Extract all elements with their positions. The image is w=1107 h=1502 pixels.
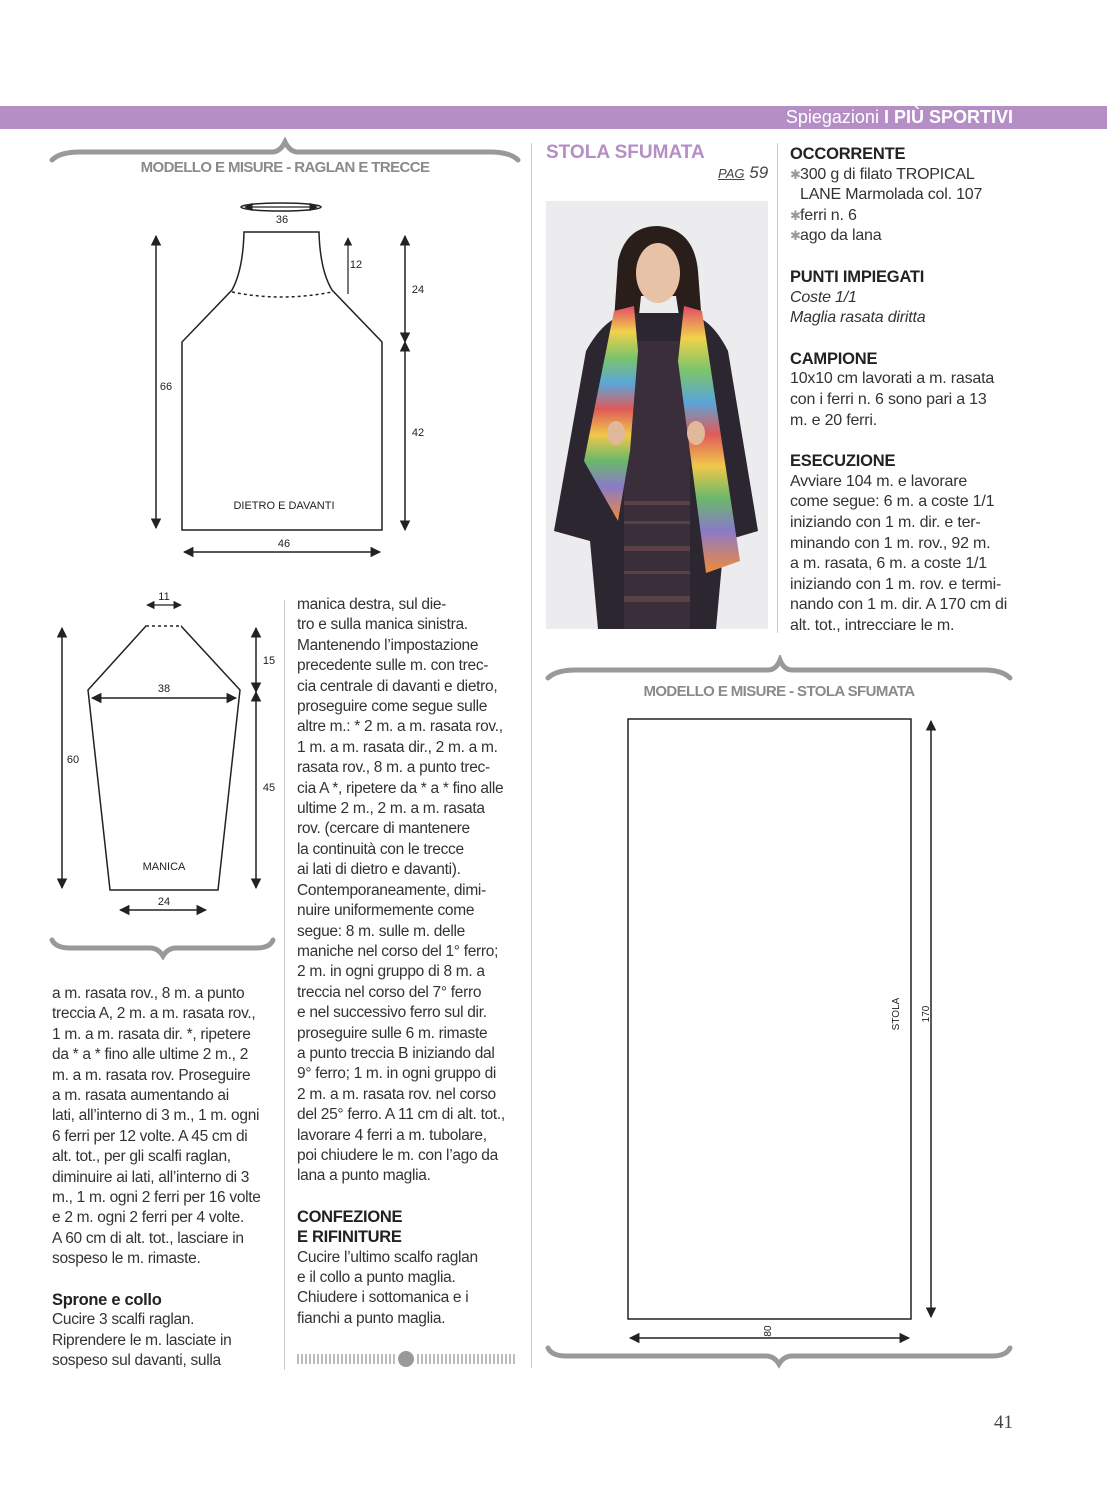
list-item: ✱300 g di filato TROPICAL bbox=[790, 165, 1020, 186]
text-line: proseguire come segue sulle bbox=[297, 698, 488, 716]
text-line: lati, all’interno di 3 m., 1 m. ogni bbox=[52, 1107, 260, 1125]
label-sleeve-bottom: 24 bbox=[157, 896, 171, 908]
text-line: rov. (cercare di mantenere bbox=[297, 820, 470, 838]
text-line: m., 1 m. ogni 2 ferri per 16 volte bbox=[52, 1189, 261, 1207]
text-line: alt. tot., intrecciare le m. bbox=[790, 616, 955, 634]
text-line: precedente sulle m. con trec- bbox=[297, 657, 489, 675]
text-line: e il collo a punto maglia. bbox=[297, 1269, 456, 1286]
diagram-title: MODELLO E MISURE - RAGLAN E TRECCE bbox=[140, 159, 430, 176]
text-line: e 2 m. ogni 2 ferri per 4 volte. bbox=[52, 1209, 244, 1227]
text-line: da * a * fino alle ultime 2 m., 2 bbox=[52, 1046, 249, 1064]
text-line: 2 m. a m. rasata rov. nel corso bbox=[297, 1085, 496, 1103]
occorrente-heading: OCCORRENTE bbox=[790, 145, 906, 163]
text-line: proseguire sulle 6 m. rimaste bbox=[297, 1024, 488, 1042]
punti-heading: PUNTI IMPIEGATI bbox=[790, 267, 925, 286]
bracket-decoration bbox=[52, 142, 518, 160]
text-line: iniziando con 1 m. dir. e ter- bbox=[790, 513, 981, 531]
text-line: poi chiudere le m. con l’ago da bbox=[297, 1146, 498, 1164]
column-divider bbox=[777, 143, 778, 633]
text-line: rasata rov., 8 m. a punto trec- bbox=[297, 759, 490, 777]
text-line: Mantenendo l’impostazione bbox=[297, 636, 479, 654]
text-line: tro e sulla manica sinistra. bbox=[297, 616, 468, 634]
list-item: ✱ago da lana bbox=[790, 226, 1020, 247]
list-item: ✱ferri n. 6 bbox=[790, 206, 1020, 227]
text-line: cia A *, ripetere da * a * fino alle bbox=[297, 779, 504, 797]
text-line: Coste 1/1 bbox=[790, 288, 857, 306]
text-line: con i ferri n. 6 sono pari a 13 bbox=[790, 390, 987, 408]
stola-outline bbox=[628, 719, 911, 1319]
column-1-text bbox=[52, 984, 261, 1371]
text-line: treccia nel corso del 7° ferro bbox=[297, 983, 482, 1001]
text-line: 6 ferri per 12 volte. A 45 cm di bbox=[52, 1127, 248, 1145]
bullet-star-icon: ✱ bbox=[790, 166, 801, 182]
text-line: minando con 1 m. rov., 92 m. bbox=[790, 534, 991, 552]
label-stola-width: 80 bbox=[763, 1325, 774, 1337]
text-line: ultime 2 m., 2 m. a m. rasata bbox=[297, 800, 485, 818]
page-number: 41 bbox=[994, 1412, 1013, 1433]
text-line: a punto treccia B iniziando dal bbox=[297, 1044, 495, 1062]
text-line: a m. rasata, 6 m. a coste 1/1 bbox=[790, 555, 987, 573]
text-line: sospeso sul davanti, sulla bbox=[52, 1351, 221, 1369]
stola-title: STOLA SFUMATA bbox=[546, 142, 705, 163]
bracket-decoration bbox=[548, 660, 1010, 678]
sprone-heading: Sprone e collo bbox=[52, 1290, 162, 1309]
label-width: 46 bbox=[277, 538, 291, 550]
bracket-decoration bbox=[548, 1348, 1010, 1364]
text-line: ai lati di dietro e davanti). bbox=[297, 861, 461, 879]
text-line: 9° ferro; 1 m. in ogni gruppo di bbox=[297, 1065, 497, 1083]
label-neck: 36 bbox=[275, 214, 289, 226]
bracket-decoration bbox=[52, 940, 273, 956]
text-line: come segue: 6 m. a coste 1/1 bbox=[790, 493, 995, 511]
text-line: diminuire ai lati, all’interno di 3 bbox=[52, 1168, 250, 1186]
header-title: Spiegazioni I PIÙ SPORTIVI bbox=[785, 107, 1013, 127]
label-sleeve-width: 38 bbox=[157, 683, 171, 695]
text-line: 1 m. a m. rasata dir. *, ripetere bbox=[52, 1025, 251, 1043]
label-stola-height: 170 bbox=[921, 1005, 932, 1023]
text-line: nando con 1 m. dir. A 170 cm di bbox=[790, 596, 1008, 614]
label-top-height: 24 bbox=[411, 284, 425, 296]
label-stola-name: STOLA bbox=[891, 997, 902, 1031]
diagram-stola bbox=[531, 655, 1107, 1375]
sleeve-outline bbox=[88, 626, 240, 890]
body-outline bbox=[182, 232, 382, 530]
column-2-text bbox=[297, 595, 505, 1329]
page-reference: PAG 59 bbox=[718, 163, 769, 182]
label-body-height: 42 bbox=[411, 427, 425, 439]
text-line: a m. rasata aumentando ai bbox=[52, 1087, 229, 1105]
bullet-star-icon: ✱ bbox=[790, 207, 801, 223]
label-total-height: 66 bbox=[159, 381, 173, 393]
esecuzione-heading: ESECUZIONE bbox=[790, 452, 896, 471]
text-line: lana a punto maglia. bbox=[297, 1167, 431, 1185]
text-line: m. a m. rasata rov. Proseguire bbox=[52, 1066, 251, 1084]
model-photo bbox=[546, 201, 768, 629]
label-sleeve-name: MANICA bbox=[142, 861, 186, 873]
text-line: Riprendere le m. lasciate in bbox=[52, 1331, 232, 1349]
text-line: Cucire 3 scalfi raglan. bbox=[52, 1311, 195, 1329]
confezione-heading: CONFEZIONE bbox=[297, 1207, 403, 1226]
text-line: fianchi a punto maglia. bbox=[297, 1309, 446, 1327]
label-piece-name: DIETRO E DAVANTI bbox=[233, 500, 335, 512]
text-line: e nel successivo ferro sul dir. bbox=[297, 1004, 487, 1022]
text-line: manica destra, sul die- bbox=[297, 596, 447, 613]
confezione-heading-2: E RIFINITURE bbox=[297, 1228, 402, 1247]
label-sleeve-upper: 15 bbox=[262, 655, 276, 667]
text-line: Maglia rasata diritta bbox=[790, 309, 926, 327]
text-line: lavorare 4 ferri a m. tubolare, bbox=[297, 1126, 487, 1144]
text-line: a m. rasata rov., 8 m. a punto bbox=[52, 985, 245, 1002]
text-line: Avviare 104 m. e lavorare bbox=[790, 472, 968, 490]
materials-column bbox=[790, 144, 1020, 636]
campione-heading: CAMPIONE bbox=[790, 349, 878, 368]
text-line: altre m.: * 2 m. a m. rasata rov., bbox=[297, 718, 503, 736]
text-line: m. e 20 ferri. bbox=[790, 411, 878, 429]
text-line: alt. tot., per gli scalfi raglan, bbox=[52, 1148, 231, 1166]
label-sleeve-total: 60 bbox=[66, 754, 80, 766]
text-line: 1 m. a m. rasata dir., 2 m. a m. bbox=[297, 738, 498, 756]
label-sleeve-lower: 45 bbox=[262, 782, 276, 794]
text-line: segue: 8 m. sulle m. delle bbox=[297, 922, 465, 940]
label-sleeve-top: 11 bbox=[158, 591, 170, 603]
list-item: LANE Marmolada col. 107 bbox=[800, 186, 983, 204]
text-line: treccia A, 2 m. a m. rasata rov., bbox=[52, 1005, 256, 1023]
text-line: A 60 cm di alt. tot., lasciare in bbox=[52, 1229, 244, 1247]
text-line: 10x10 cm lavorati a m. rasata bbox=[790, 370, 995, 388]
text-line: maniche nel corso del 1° ferro; bbox=[297, 942, 499, 960]
bullet-star-icon: ✱ bbox=[790, 228, 801, 244]
text-line: 2 m. in ogni gruppo di 8 m. a bbox=[297, 963, 485, 981]
text-line: nuire uniformemente come bbox=[297, 902, 475, 920]
column-end-ornament bbox=[297, 1350, 519, 1368]
text-line: sospeso le m. rimaste. bbox=[52, 1250, 201, 1268]
label-raglan-height: 12 bbox=[349, 259, 363, 271]
text-line: Contemporaneamente, dimi- bbox=[297, 881, 486, 899]
text-line: Cucire l’ultimo scalfo raglan bbox=[297, 1248, 478, 1266]
text-line: del 25° ferro. A 11 cm di alt. tot., bbox=[297, 1106, 505, 1124]
diagram-title-stola: MODELLO E MISURE - STOLA SFUMATA bbox=[643, 683, 915, 700]
text-line: Chiudere i sottomanica e i bbox=[297, 1289, 469, 1307]
text-line: iniziando con 1 m. rov. e termi- bbox=[790, 575, 1002, 593]
text-line: la continuità con le trecce bbox=[297, 840, 464, 858]
text-line: cia centrale di davanti e dietro, bbox=[297, 677, 498, 695]
